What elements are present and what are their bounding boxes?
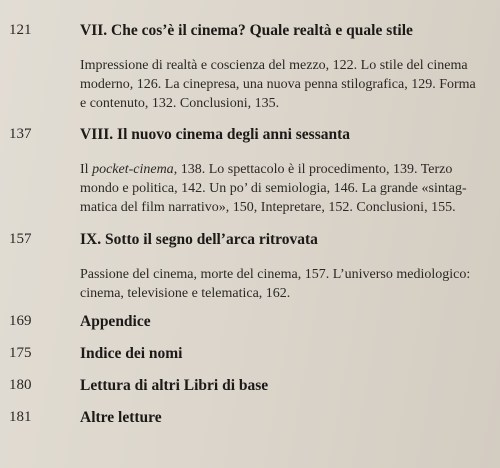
section-title: Altre letture xyxy=(80,409,162,426)
contents-text: , 138. Lo spettacolo è il procedimento, 139. Terzo xyxy=(173,162,453,177)
chapter-title: IX. Sotto il segno dell’arca ritrovata xyxy=(80,231,318,248)
page-number: 181 xyxy=(9,409,32,425)
contents-italic-term: pocket-cinema xyxy=(92,162,174,177)
page-number: 175 xyxy=(9,345,32,361)
contents-line: matica del film narrativo», 150, Intepretare, 152. Conclusioni, 155. xyxy=(80,200,456,215)
page-number: 157 xyxy=(9,231,32,247)
page-number: 121 xyxy=(9,22,32,38)
page-number: 169 xyxy=(9,313,32,329)
chapter-title: VII. Che cos’è il cinema? Quale realtà e quale stile xyxy=(80,22,413,39)
contents-line: e contenuto, 132. Conclusioni, 135. xyxy=(80,96,280,111)
contents-line xyxy=(80,160,492,179)
page-number: 180 xyxy=(9,377,32,393)
section-title: Appendice xyxy=(80,313,151,330)
contents-line: moderno, 126. La cinepresa, una nuova penna stilografica, 129. Forma xyxy=(80,77,476,92)
contents-line: Impressione di realtà e coscienza del mezzo, 122. Lo stile del cinema xyxy=(80,58,468,73)
section-title: Lettura di altri Libri di base xyxy=(80,377,269,394)
chapter-contents xyxy=(80,56,492,113)
contents-line: mondo e politica, 142. Un po’ di semiologia, 146. La grande «sintag- xyxy=(80,181,467,196)
contents-line: Passione del cinema, morte del cinema, 157. L’universo mediologico: xyxy=(80,267,471,282)
page-number: 137 xyxy=(9,126,32,142)
contents-text: Il xyxy=(80,162,93,177)
chapter-contents xyxy=(80,160,492,217)
chapter-contents xyxy=(80,265,492,303)
section-title: Indice dei nomi xyxy=(80,345,183,362)
contents-line: cinema, televisione e telematica, 162. xyxy=(80,286,291,301)
chapter-title: VIII. Il nuovo cinema degli anni sessanta xyxy=(80,126,351,143)
